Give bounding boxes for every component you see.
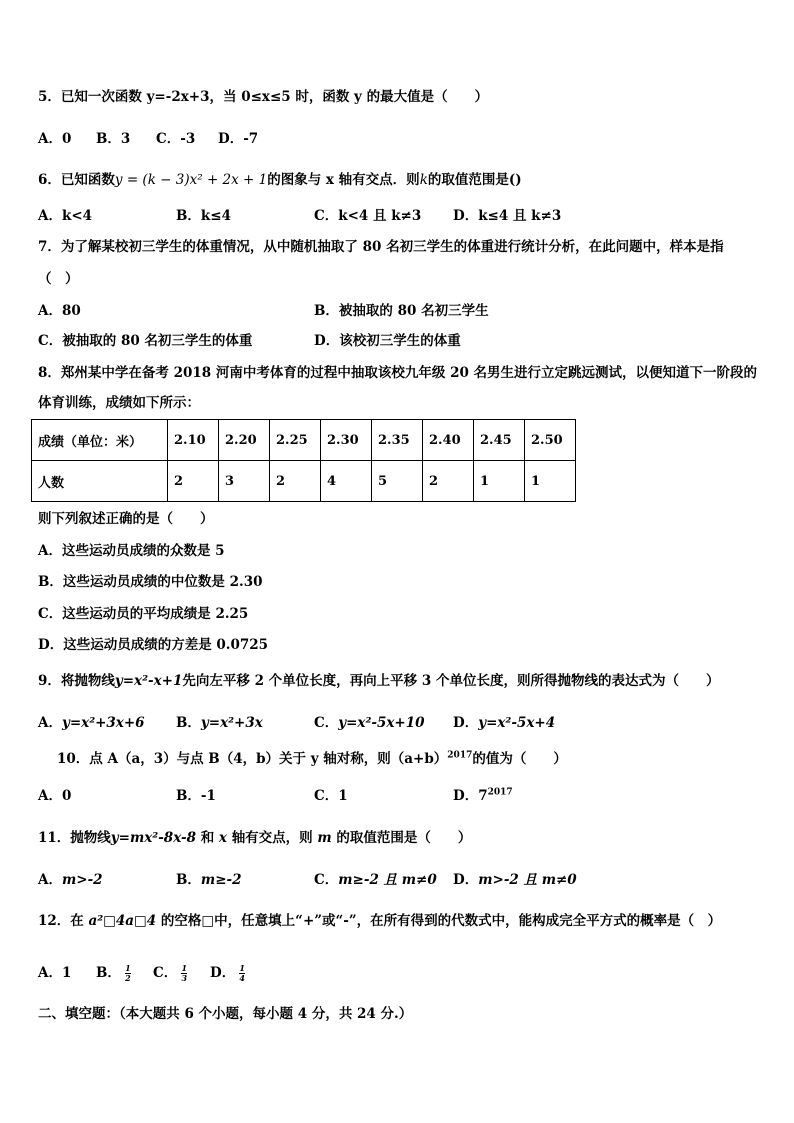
q5-option-b[interactable]: B．3 [96,131,131,147]
table-cell: 1 [474,461,525,502]
q6-stem: 6．已知函数y = (k − 3)x² + 2x + 1的图象与 x 轴有交点．则k的取值范围是() [38,172,522,188]
fraction: $\frac{1}{2}$ [125,963,131,983]
q8-stem-line1: 8．郑州某中学在备考 2018 河南中考体育的过程中抽取该校九年级 20 名男生进行立定跳远测试，以便知道下一阶段的 [38,365,758,381]
q9-option-c[interactable]: C．y=x²-5x+10 [314,715,425,731]
q9-option-d[interactable]: D．y=x²-5x+4 [453,715,556,731]
table-row [32,420,576,461]
table-cell: 2 [423,461,474,502]
table-cell: 2.20 [219,420,270,461]
q7-stem-line2: （ ） [38,271,79,287]
q12-option-b[interactable]: B． $\frac{1}{2}$ [96,963,131,983]
table-cell: 2 [270,461,321,502]
q8-option-b[interactable]: B．这些运动员成绩的中位数是 2.30 [38,574,263,590]
q12-stem: 12．在 a²□4a□4 的空格□中，任意填上“+”或“-”，在所有得到的代数式中，能构成完全平方式的概率是（ ） [38,913,722,929]
q7-option-c[interactable]: C．被抽取的 80 名初三学生的体重 [38,333,253,349]
fraction: $\frac{1}{4}$ [239,963,245,983]
section-heading: 二、填空题：（本大题共 6 个小题，每小题 4 分，共 24 分.） [38,1006,413,1022]
q11-option-c[interactable]: C．m≥-2 且 m≠0 [314,872,437,888]
q5-stem: 5．已知一次函数 y=-2x+3，当 0≤x≤5 时，函数 y 的最大值是（ ） [38,89,489,105]
table-cell: 1 [525,461,576,502]
table-cell: 3 [219,461,270,502]
q11-formula: y=mx²-8x-8 [110,830,197,846]
q8-question: 则下列叙述正确的是（ ） [38,511,214,527]
q12-option-a[interactable]: A．1 [38,965,72,981]
q10-option-d[interactable]: D．$7^{2017}$ [453,787,513,804]
q8-score-table [31,419,576,502]
q10-option-a[interactable]: A．0 [38,788,72,804]
q12-option-c[interactable]: C． $\frac{1}{3}$ [153,963,188,983]
q9-option-b[interactable]: B．y=x²+3x [176,715,263,731]
table-header-cell: 人数 [32,461,168,502]
q6-option-b[interactable]: B．k≤4 [176,208,231,224]
q7-option-b[interactable]: B．被抽取的 80 名初三学生 [314,303,489,319]
table-cell: 2.25 [270,420,321,461]
table-cell: 2.40 [423,420,474,461]
table-cell: 4 [321,461,372,502]
q6-formula: y = (k − 3)x² + 2x + 1 [114,172,268,188]
table-row [32,461,576,502]
fraction: $\frac{1}{3}$ [181,963,188,983]
q5-option-a[interactable]: A．0 [38,131,72,147]
q7-option-d[interactable]: D．该校初三学生的体重 [314,333,461,349]
q9-option-a[interactable]: A．y=x²+3x+6 [38,715,145,731]
q12-option-d[interactable]: D． $\frac{1}{4}$ [210,963,245,983]
q6-option-c[interactable]: C．k<4 且 k≠3 [314,208,422,224]
q8-stem-line2: 体育训练，成绩如下所示： [38,395,200,411]
q8-option-a[interactable]: A．这些运动员成绩的众数是 5 [38,543,225,559]
table-cell: 2 [168,461,219,502]
q8-option-c[interactable]: C．这些运动员的平均成绩是 2.25 [38,606,249,622]
table-cell: 2.10 [168,420,219,461]
q7-stem-line1: 7．为了解某校初三学生的体重情况，从中随机抽取了 80 名初三学生的体重进行统计分析，在此问题中，样本是指 [38,239,724,255]
q11-option-b[interactable]: B．m≥-2 [176,872,242,888]
q11-option-d[interactable]: D．m>-2 且 m≠0 [453,872,577,888]
table-cell: 2.50 [525,420,576,461]
table-cell: 2.35 [372,420,423,461]
table-header-cell: 成绩（单位：米） [32,420,168,461]
q5-option-d[interactable]: D．-7 [218,131,259,147]
table-cell: 2.30 [321,420,372,461]
q10-stem: 10．点 A（a，3）与点 B（4，b）关于 y 轴对称，则$(a+b)^{2017}$的值为（ ） [57,750,567,767]
q7-option-a[interactable]: A．80 [38,303,81,319]
q11-stem: 11．抛物线y=mx²-8x-8 和 x 轴有交点，则 m 的取值范围是（ ） [38,830,472,846]
q9-formula: y=x²-x+1 [114,673,183,689]
table-cell: 2.45 [474,420,525,461]
q5-option-c[interactable]: C．-3 [156,131,196,147]
q10-option-c[interactable]: C．1 [314,788,348,804]
q12-expression: a²□4a□4 [88,913,157,929]
q9-stem: 9．将抛物线y=x²-x+1先向左平移 2 个单位长度，再向上平移 3 个单位长度，则所得抛物线的表达式为（ ） [38,673,720,689]
q6-option-d[interactable]: D．k≤4 且 k≠3 [453,208,562,224]
table-cell: 5 [372,461,423,502]
q10-option-b[interactable]: B．-1 [176,788,216,804]
q6-option-a[interactable]: A．k<4 [38,208,93,224]
q11-option-a[interactable]: A．m>-2 [38,872,103,888]
q8-option-d[interactable]: D．这些运动员成绩的方差是 0.0725 [38,637,269,653]
